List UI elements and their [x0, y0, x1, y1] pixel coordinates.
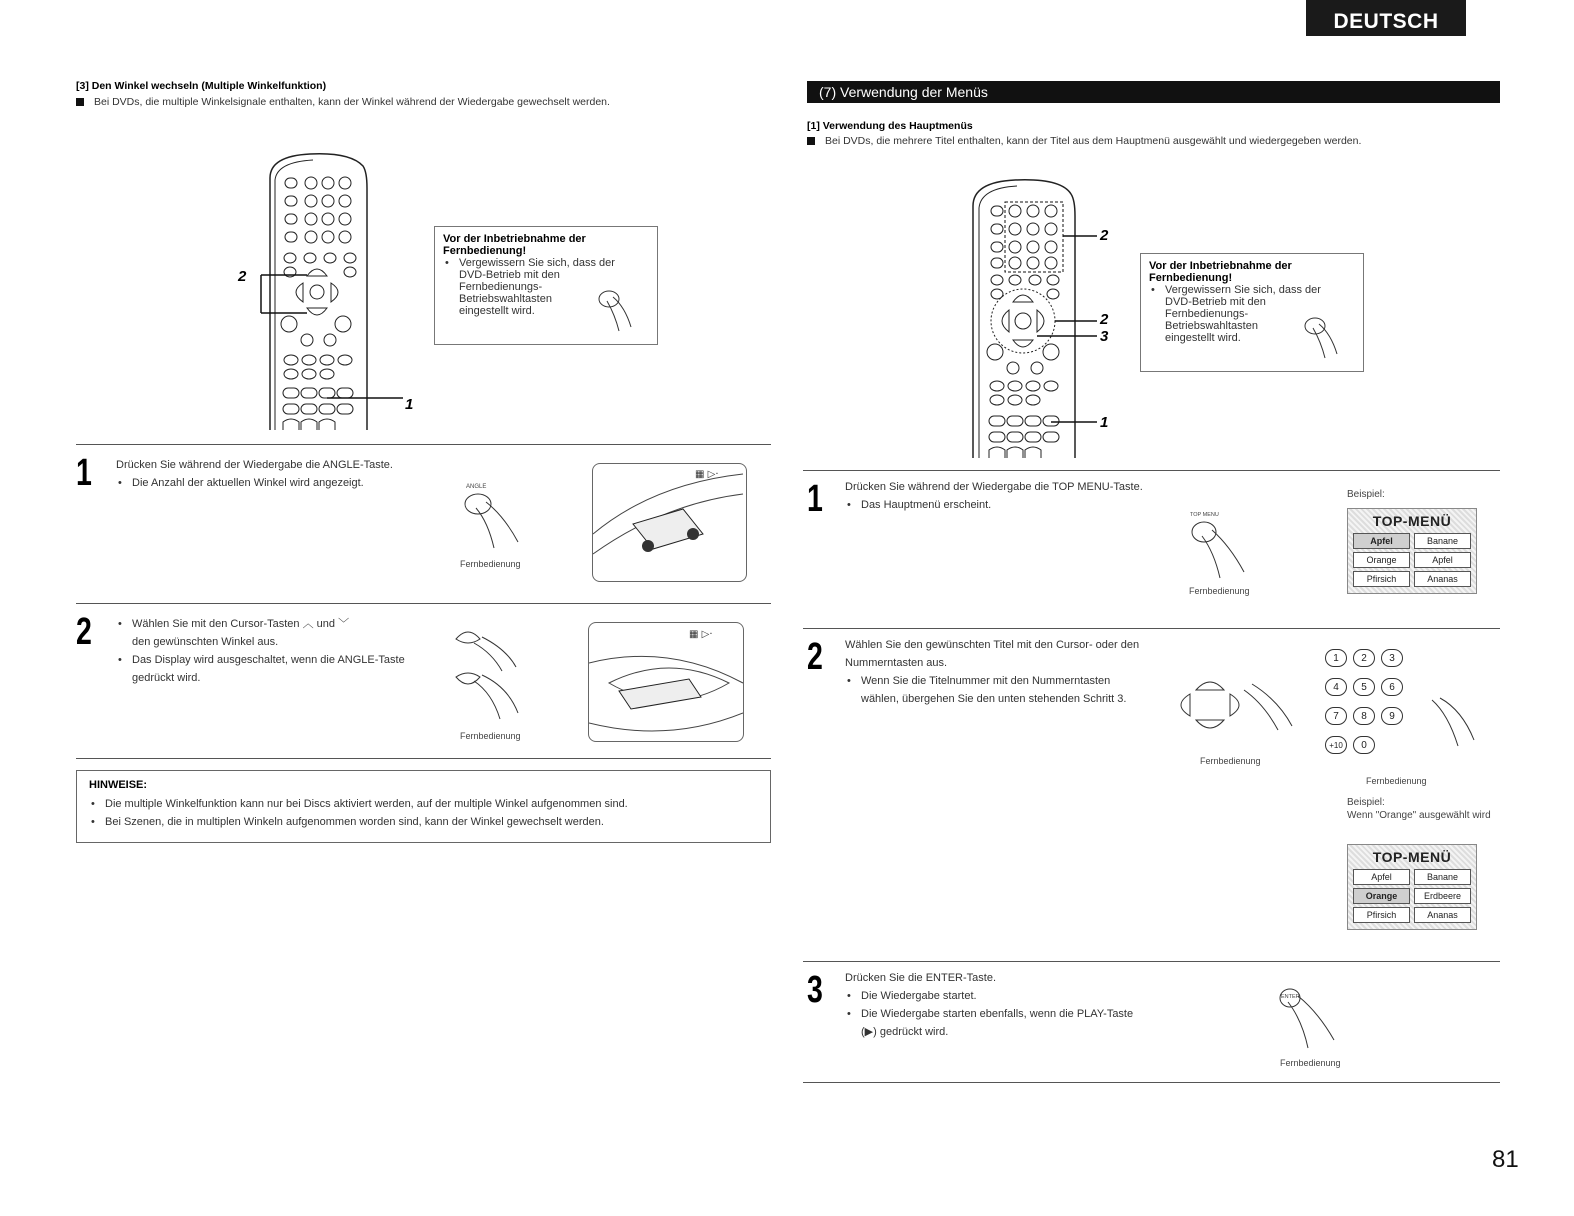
intro-menu [807, 135, 1361, 147]
svg-text:▦ ▷·: ▦ ▷· [689, 629, 713, 640]
menu-cell[interactable]: Pfirsich [1353, 907, 1410, 923]
remote-control-illustration [965, 176, 1110, 458]
step-bullet-cont: den gewünschten Winkel aus. [132, 636, 279, 648]
cursor-down-icon: ﹀ [338, 618, 350, 630]
step-bullet: • Das Hauptmenü erscheint. [845, 496, 1145, 514]
angle-key-label: ANGLE [466, 484, 487, 490]
note-item: • Bei Szenen, die in multiplen Winkeln aufgenommen worden sind, kann der Winkel gewechselt werden. [89, 813, 758, 831]
step-bullet-and: und [316, 618, 335, 630]
note-title-2: Fernbedienung! [1149, 272, 1233, 284]
caption: Fernbedienung [1189, 586, 1250, 596]
menu-title: TOP-MENÜ [1372, 849, 1452, 865]
callout-3: 3 [1100, 328, 1109, 345]
step-text: Drücken Sie die ENTER-Taste. [845, 972, 996, 984]
divider [803, 961, 1500, 962]
callout-1: 1 [405, 396, 414, 413]
note-line: Fernbedienungs- [1165, 308, 1249, 320]
example-label: Beispiel: [1347, 489, 1385, 500]
divider [76, 444, 771, 445]
note-line: DVD-Betrieb mit den [459, 269, 560, 281]
tv-screen-illustration [588, 622, 744, 742]
divider [76, 758, 771, 759]
step-text: Drücken Sie während der Wiedergabe die ANGLE-Taste. [116, 459, 393, 471]
note-line: Fernbedienungs- [459, 281, 543, 293]
note-line: DVD-Betrieb mit den [1165, 296, 1266, 308]
menu-cell[interactable]: Ananas [1414, 907, 1471, 923]
dvd-button-hand-icon [1301, 314, 1341, 360]
note-line: eingestellt wird. [1165, 332, 1241, 344]
step-text: Drücken Sie während der Wiedergabe die TOP MENU-Taste. [845, 481, 1143, 493]
intro-angle [76, 96, 610, 108]
divider [803, 470, 1500, 471]
callout-2: 2 [1100, 227, 1109, 244]
enter-key-label: ENTER [1281, 994, 1300, 1000]
note-title: Vor der Inbetriebnahme der [1149, 260, 1292, 272]
section-heading-menu: [1] Verwendung des Hauptmenüs [807, 120, 973, 132]
callout-2: 2 [238, 268, 247, 285]
number-key[interactable]: 8 [1353, 707, 1375, 725]
divider [803, 628, 1500, 629]
pointing-hand-icon [1428, 696, 1478, 750]
number-key[interactable]: 0 [1353, 736, 1375, 754]
menu-cell[interactable]: Apfel [1353, 869, 1410, 885]
note-title: Vor der Inbetriebnahme der [443, 233, 586, 245]
caption: Fernbedienung [460, 731, 521, 741]
caption: Fernbedienung [1200, 756, 1261, 766]
menu-cell[interactable]: Pfirsich [1353, 571, 1410, 587]
top-menu-button-hand-icon [1188, 516, 1258, 582]
note-line: • Vergewissern Sie sich, dass der [443, 257, 649, 269]
caption: Fernbedienung [1366, 776, 1427, 786]
notes-title: HINWEISE: [89, 779, 148, 791]
number-key[interactable]: 5 [1353, 678, 1375, 696]
number-key[interactable]: 6 [1381, 678, 1403, 696]
menu-cell[interactable]: Banane [1414, 533, 1471, 549]
menu-cell[interactable]: Apfel [1353, 533, 1410, 549]
number-key[interactable]: 1 [1325, 649, 1347, 667]
dvd-button-hand-icon [595, 287, 635, 333]
remote-control-illustration [255, 148, 420, 430]
remote-note-box [1140, 253, 1364, 372]
divider [76, 603, 771, 604]
angle-button-hand-icon [460, 482, 530, 552]
step-number: 1 [807, 478, 823, 520]
step-bullet: Wählen Sie mit den Cursor-Tasten [132, 618, 300, 630]
intro-text: Bei DVDs, die mehrere Titel enthalten, kann der Titel aus dem Hauptmenü ausgewählt und wiedergegeben werden. [825, 135, 1362, 147]
section-bar: (7) Verwendung der Menüs [807, 81, 1500, 103]
top-menu-example-1 [1347, 508, 1477, 594]
note-line: Betriebswahltasten [1165, 320, 1258, 332]
step-text: Wählen Sie den gewünschten Titel mit den Cursor- oder den Nummerntasten aus. [845, 639, 1140, 669]
note-line: eingestellt wird. [459, 305, 535, 317]
menu-cell[interactable]: Banane [1414, 869, 1471, 885]
note-item: • Die multiple Winkelfunktion kann nur bei Discs aktiviert werden, auf der multiple Winkel aufgenommen sind. [89, 795, 758, 813]
caption: Fernbedienung [460, 559, 521, 569]
number-key[interactable]: +10 [1325, 736, 1347, 754]
top-menu-example-2 [1347, 844, 1477, 930]
menu-cell[interactable]: Orange [1353, 888, 1410, 904]
example-note: Wenn "Orange" ausgewählt wird [1347, 810, 1491, 821]
number-key[interactable]: 3 [1381, 649, 1403, 667]
menu-title: TOP-MENÜ [1372, 513, 1452, 529]
cursor-pad-hand-icon [1168, 670, 1298, 750]
number-keypad [1325, 648, 1435, 754]
step-1-text [845, 478, 1145, 514]
step-number: 3 [807, 969, 823, 1011]
language-tab: DEUTSCH [1306, 0, 1466, 36]
notes-box [76, 770, 771, 843]
divider [803, 1082, 1500, 1083]
menu-cell[interactable]: Orange [1353, 552, 1410, 568]
note-line: • Vergewissern Sie sich, dass der [1149, 284, 1355, 296]
tv-screen-illustration [592, 463, 747, 582]
step-number: 1 [76, 452, 92, 494]
step-bullet: • Das Display wird ausgeschaltet, wenn die ANGLE-Taste gedrückt wird. [116, 651, 412, 687]
svg-text:▦ ▷·: ▦ ▷· [695, 469, 719, 480]
step-2-text [116, 615, 412, 687]
step-bullet: • Die Anzahl der aktuellen Winkel wird angezeigt. [116, 474, 426, 492]
callout-2: 2 [1100, 311, 1109, 328]
step-number: 2 [76, 611, 92, 653]
caption: Fernbedienung [1280, 1058, 1341, 1068]
step-bullet: • Die Wiedergabe startet. [845, 987, 1143, 1005]
step-bullet: • Wenn Sie die Titelnummer mit den Nummerntasten wählen, übergehen Sie den unten stehenden Schritt 3. [845, 672, 1143, 708]
number-key[interactable]: 9 [1381, 707, 1403, 725]
number-key[interactable]: 2 [1353, 649, 1375, 667]
cursor-up-icon: ︿ [302, 618, 314, 630]
note-title-2: Fernbedienung! [443, 245, 527, 257]
page-number: 81 [1492, 1146, 1519, 1173]
square-bullet-icon [76, 98, 84, 106]
top-menu-key-label: TOP MENU [1190, 512, 1219, 518]
step-bullet: • Die Wiedergabe starten ebenfalls, wenn die PLAY-Taste (▶) gedrückt wird. [845, 1005, 1143, 1041]
number-key[interactable]: 7 [1325, 707, 1347, 725]
menu-cell[interactable]: Ananas [1414, 571, 1471, 587]
callout-1: 1 [1100, 414, 1109, 431]
section-heading-angle: [3] Den Winkel wechseln (Multiple Winkelfunktion) [76, 80, 327, 92]
number-key[interactable]: 4 [1325, 678, 1347, 696]
step-3-text [845, 969, 1143, 1041]
intro-text: Bei DVDs, die multiple Winkelsignale enthalten, kann der Winkel während der Wiedergabe gewechselt werden. [94, 96, 610, 108]
step-number: 2 [807, 636, 823, 678]
step-2-text [845, 636, 1143, 708]
menu-cell[interactable]: Erdbeere [1414, 888, 1471, 904]
remote-note-box [434, 226, 658, 345]
cursor-buttons-hand-icon [452, 623, 532, 727]
step-1-text [116, 456, 426, 492]
note-line: Betriebswahltasten [459, 293, 552, 305]
menu-cell[interactable]: Apfel [1414, 552, 1471, 568]
example-label: Beispiel: [1347, 797, 1385, 808]
square-bullet-icon [807, 137, 815, 145]
